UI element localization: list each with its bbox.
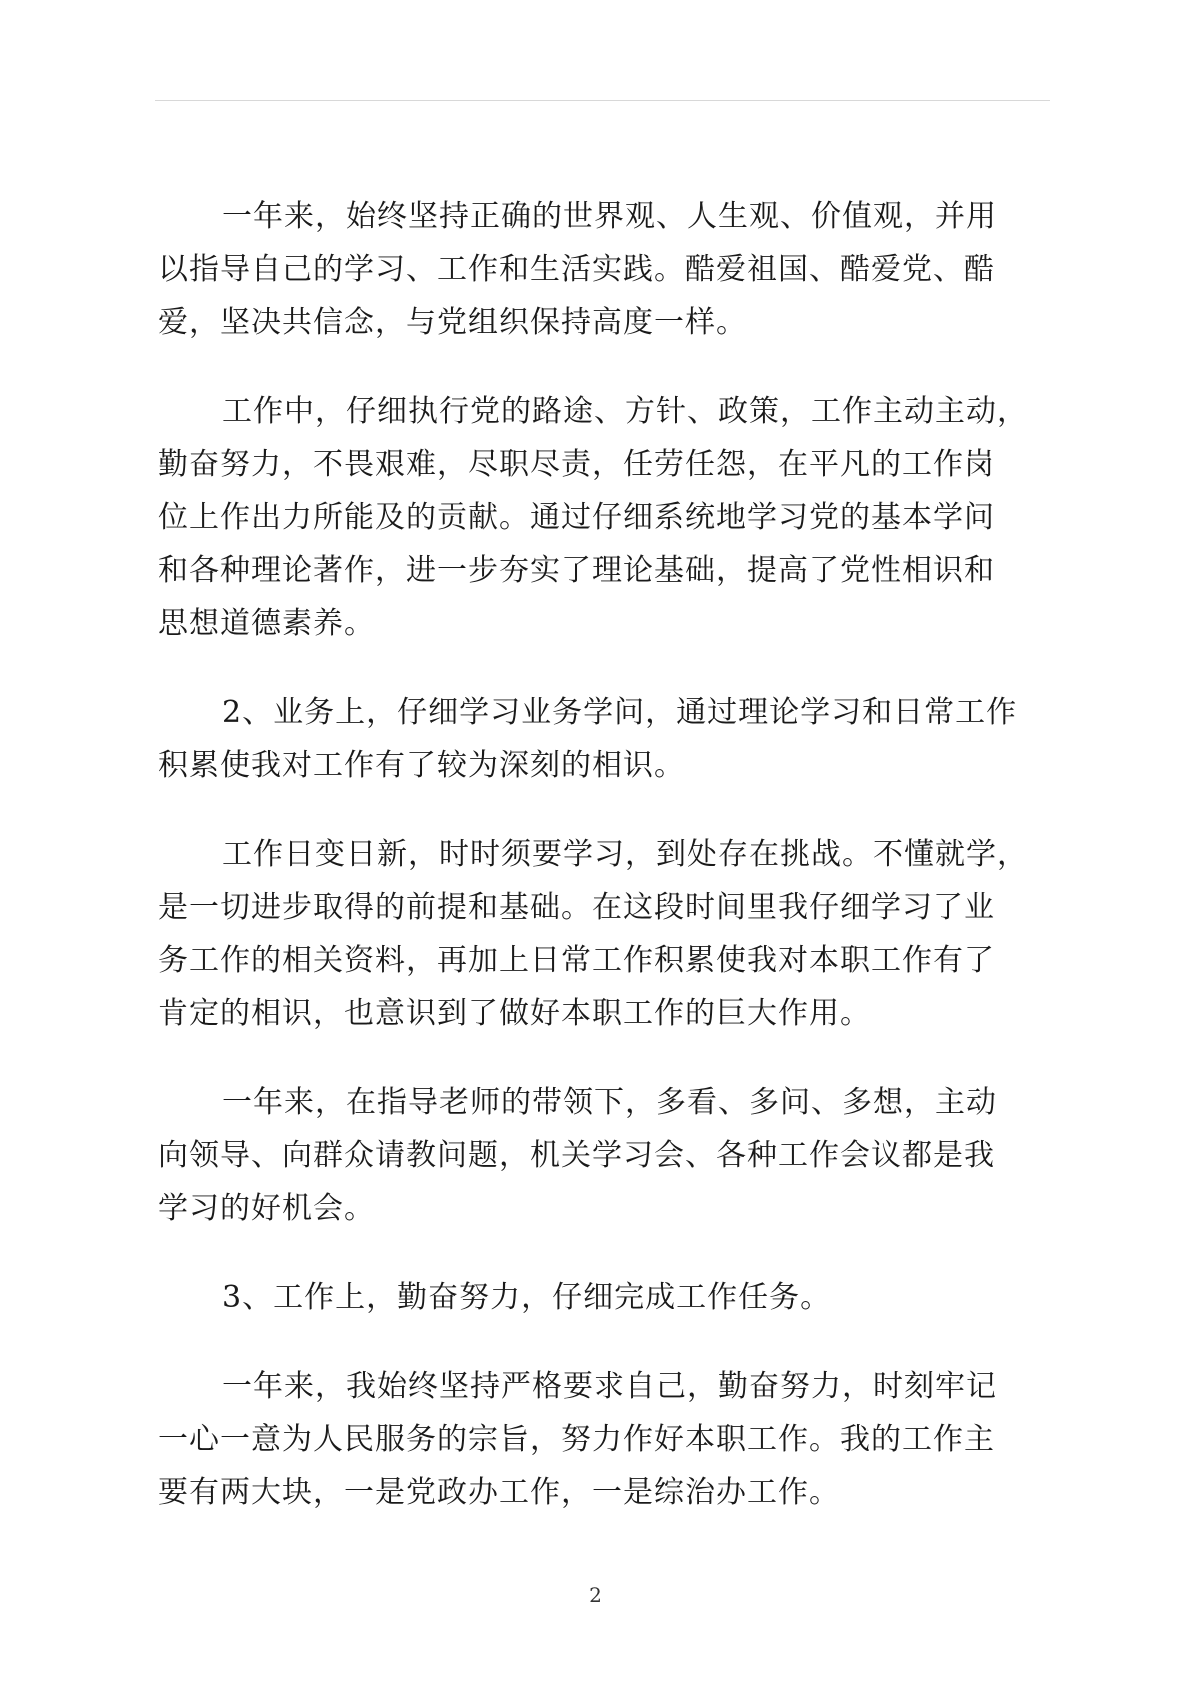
paragraph-line: 工作日变日新，时时须要学习，到处存在挑战。不懂就学， [222,837,1028,872]
paragraph-line: 一年来，始终坚持正确的世界观、人生观、价值观，并用 [222,199,997,234]
paragraph-6 [158,1271,1040,1324]
paragraph-line: 3、工作上，勤奋努力，仔细完成工作任务。 [222,1280,832,1315]
paragraph-line: 以指导自己的学习、工作和生活实践。酷爱祖国、酷爱党、酷 [158,252,995,287]
paragraph-line: 务工作的相关资料，再加上日常工作积累使我对本职工作有了 [158,943,995,978]
paragraph-7 [158,1360,1040,1519]
paragraph-line: 勤奋努力，不畏艰难，尽职尽责，任劳任怨，在平凡的工作岗 [158,447,995,482]
document-body [158,190,1040,1555]
paragraph-5 [158,1076,1040,1235]
paragraph-line: 思想道德素养。 [158,606,375,641]
paragraph-2 [158,385,1040,650]
paragraph-1 [158,190,1040,349]
paragraph-line: 工作中，仔细执行党的路途、方针、政策，工作主动主动， [222,394,1028,429]
header-divider [155,100,1050,101]
paragraph-line: 2、业务上，仔细学习业务学问，通过理论学习和日常工作 [222,695,1018,730]
paragraph-line: 爱，坚决共信念，与党组织保持高度一样。 [158,305,747,340]
paragraph-4 [158,828,1040,1040]
paragraph-line: 肯定的相识，也意识到了做好本职工作的巨大作用。 [158,996,871,1031]
paragraph-line: 一年来，我始终坚持严格要求自己，勤奋努力，时刻牢记 [222,1369,997,1404]
paragraph-line: 一年来，在指导老师的带领下，多看、多问、多想，主动 [222,1085,997,1120]
paragraph-line: 向领导、向群众请教问题，机关学习会、各种工作会议都是我 [158,1138,995,1173]
paragraph-line: 学习的好机会。 [158,1191,375,1226]
paragraph-line: 一心一意为人民服务的宗旨，努力作好本职工作。我的工作主 [158,1422,995,1457]
paragraph-3 [158,686,1040,792]
paragraph-line: 要有两大块，一是党政办工作，一是综治办工作。 [158,1475,840,1510]
page-number: 2 [589,1583,602,1607]
paragraph-line: 是一切进步取得的前提和基础。在这段时间里我仔细学习了业 [158,890,995,925]
paragraph-line: 位上作出力所能及的贡献。通过仔细系统地学习党的基本学问 [158,500,995,535]
paragraph-line: 和各种理论著作，进一步夯实了理论基础，提高了党性相识和 [158,553,995,588]
paragraph-line: 积累使我对工作有了较为深刻的相识。 [158,748,685,783]
